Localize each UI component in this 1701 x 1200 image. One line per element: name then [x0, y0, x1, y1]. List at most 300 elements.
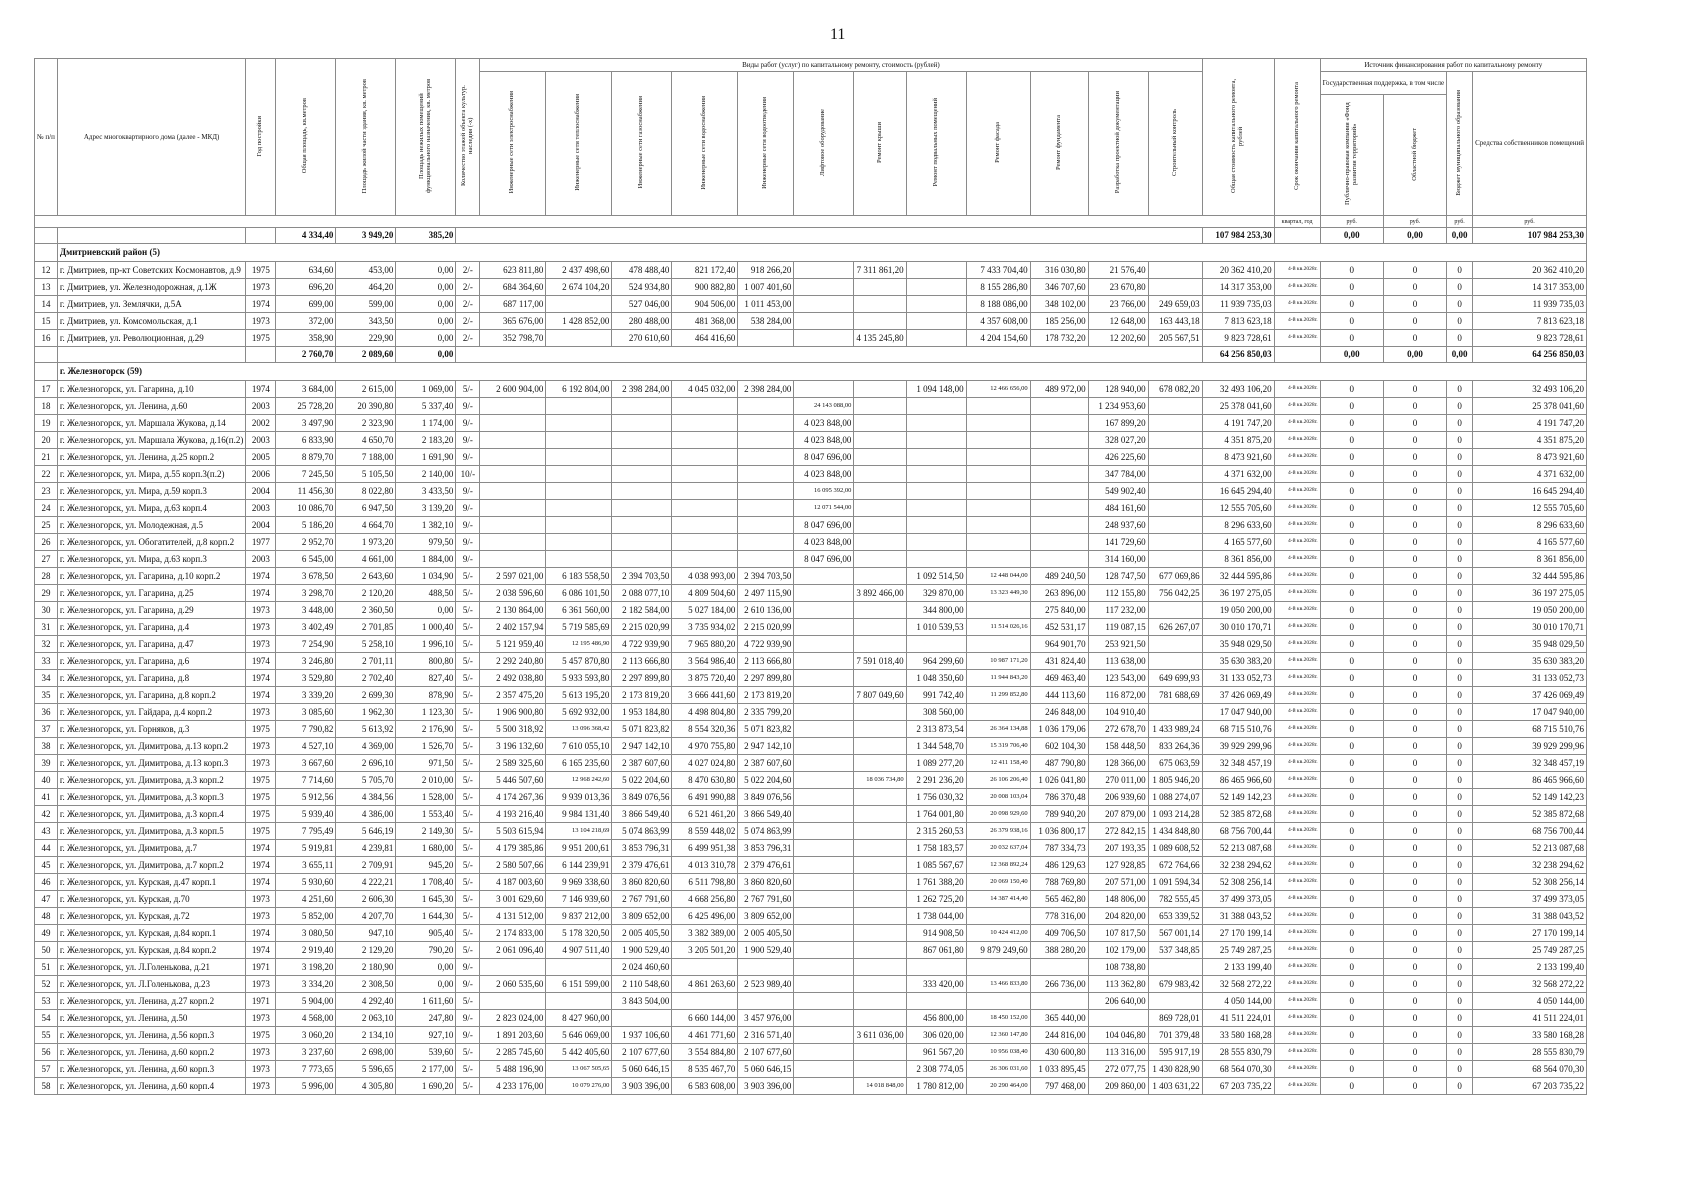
- table-cell: 0: [1320, 755, 1383, 772]
- table-cell: 1973: [246, 636, 276, 653]
- table-cell: 787 334,73: [1030, 840, 1088, 857]
- table-cell: 0,00: [396, 602, 456, 619]
- table-cell: 20 390,80: [336, 398, 396, 415]
- table-cell: 0: [1447, 891, 1473, 908]
- table-cell: 1973: [246, 755, 276, 772]
- table-cell: 9 984 131,40: [546, 806, 612, 823]
- table-cell: [738, 415, 794, 432]
- table-cell: 1 428 852,00: [546, 313, 612, 330]
- table-cell: 3 001 629,60: [480, 891, 546, 908]
- table-cell: 2/-: [456, 279, 480, 296]
- table-row: [35, 823, 1587, 840]
- table-cell: [612, 534, 672, 551]
- table-cell: 333 420,00: [906, 976, 966, 993]
- table-cell: 1 000,40: [396, 619, 456, 636]
- table-cell: г. Железногорск, ул. Л.Голенькова, д.23: [57, 976, 245, 993]
- table-cell: [546, 330, 612, 347]
- table-cell: 10 086,70: [276, 500, 336, 517]
- table-cell: 5 027 184,00: [672, 602, 738, 619]
- table-cell: г. Железногорск, ул. Димитрова, д.3 корп.5: [57, 823, 245, 840]
- table-cell: 1 011 453,00: [738, 296, 794, 313]
- sum-nonres-area: 0,00: [396, 347, 456, 363]
- table-cell: [854, 704, 906, 721]
- table-cell: 206 939,60: [1088, 789, 1148, 806]
- table-cell: 3 903 396,00: [612, 1078, 672, 1095]
- table-cell: [854, 755, 906, 772]
- table-cell: г. Железногорск, ул. Обогатителей, д.8 корп.2: [57, 534, 245, 551]
- table-cell: 2 308,50: [336, 976, 396, 993]
- table-cell: 0: [1320, 772, 1383, 789]
- table-cell: 0: [1320, 551, 1383, 568]
- table-cell: 36 197 275,05: [1473, 585, 1587, 602]
- table-cell: 207 193,35: [1088, 840, 1148, 857]
- table-cell: [854, 296, 906, 313]
- table-cell: 8 047 696,00: [794, 551, 854, 568]
- table-row: [35, 483, 1587, 500]
- table-cell: 27 170 199,14: [1202, 925, 1274, 942]
- table-cell: [794, 279, 854, 296]
- table-cell: 623 811,80: [480, 262, 546, 279]
- table-cell: 1973: [246, 602, 276, 619]
- table-cell: 2 600 904,00: [480, 381, 546, 398]
- table-cell: 0: [1383, 1044, 1446, 1061]
- table-cell: 2 823 024,00: [480, 1010, 546, 1027]
- table-cell: 3 875 720,40: [672, 670, 738, 687]
- table-cell: 3 246,80: [276, 653, 336, 670]
- table-cell: 0: [1320, 687, 1383, 704]
- table-cell: 18: [35, 398, 58, 415]
- table-cell: 0: [1383, 738, 1446, 755]
- table-cell: 54: [35, 1010, 58, 1027]
- table-cell: [612, 466, 672, 483]
- table-cell: 107 817,50: [1088, 925, 1148, 942]
- table-cell: 1 010 539,53: [906, 619, 966, 636]
- table-cell: 0: [1447, 1078, 1473, 1095]
- table-cell: [854, 619, 906, 636]
- table-cell: 9 823 728,61: [1473, 330, 1587, 347]
- table-cell: 5 074 863,99: [738, 823, 794, 840]
- table-cell: 2 180,90: [336, 959, 396, 976]
- table-cell: 2 005 405,50: [738, 925, 794, 942]
- table-cell: 1975: [246, 806, 276, 823]
- table-cell: 5 692 932,00: [546, 704, 612, 721]
- table-cell: 0: [1383, 789, 1446, 806]
- table-cell: 1 996,10: [396, 636, 456, 653]
- table-cell: 4-й кв.2028г.: [1274, 381, 1320, 398]
- table-row: [35, 670, 1587, 687]
- table-cell: [794, 568, 854, 585]
- table-cell: 684 364,60: [480, 279, 546, 296]
- table-cell: 280 488,00: [612, 313, 672, 330]
- district-title: Дмитриевский район (5): [57, 244, 1586, 262]
- table-cell: 4-й кв.2028г.: [1274, 262, 1320, 279]
- table-cell: 2 952,70: [276, 534, 336, 551]
- table-cell: 127 928,85: [1088, 857, 1148, 874]
- table-row: [35, 993, 1587, 1010]
- table-cell: 0: [1383, 432, 1446, 449]
- table-cell: 329 870,00: [906, 585, 966, 602]
- table-cell: 1 645,30: [396, 891, 456, 908]
- table-cell: [906, 279, 966, 296]
- table-cell: [1030, 993, 1088, 1010]
- table-cell: 4 233 176,00: [480, 1078, 546, 1095]
- table-cell: 0: [1320, 670, 1383, 687]
- table-cell: [1148, 466, 1202, 483]
- table-cell: 3 611 036,00: [854, 1027, 906, 1044]
- table-row: [35, 925, 1587, 942]
- table-cell: 5 446 507,60: [480, 772, 546, 789]
- table-cell: 4 023 848,00: [794, 534, 854, 551]
- table-cell: 11 944 843,20: [966, 670, 1030, 687]
- table-cell: [854, 517, 906, 534]
- table-cell: 0: [1447, 670, 1473, 687]
- table-cell: 1 691,90: [396, 449, 456, 466]
- table-cell: 0: [1447, 551, 1473, 568]
- table-cell: [612, 1010, 672, 1027]
- table-cell: 263 896,00: [1030, 585, 1088, 602]
- table-cell: 1 034,90: [396, 568, 456, 585]
- table-cell: 478 488,40: [612, 262, 672, 279]
- table-cell: [1148, 398, 1202, 415]
- table-cell: 12 202,60: [1088, 330, 1148, 347]
- table-cell: 3 655,11: [276, 857, 336, 874]
- table-cell: 5/-: [456, 1078, 480, 1095]
- table-cell: 2 176,90: [396, 721, 456, 738]
- col-f-municipal: Бюджет муниципального образования: [1455, 89, 1463, 196]
- table-cell: 1 094 148,00: [906, 381, 966, 398]
- table-cell: 5 022 204,60: [612, 772, 672, 789]
- table-cell: 12 360 147,80: [966, 1027, 1030, 1044]
- table-cell: [546, 993, 612, 1010]
- table-cell: 5 904,00: [276, 993, 336, 1010]
- table-cell: 0: [1383, 449, 1446, 466]
- table-cell: 549 902,40: [1088, 483, 1148, 500]
- table-cell: [1030, 398, 1088, 415]
- table-cell: [906, 415, 966, 432]
- table-cell: 0: [1447, 653, 1473, 670]
- table-cell: 0: [1320, 398, 1383, 415]
- table-cell: г. Железногорск, ул. Гагарина, д.25: [57, 585, 245, 602]
- table-cell: 58: [35, 1078, 58, 1095]
- table-cell: 3 448,00: [276, 602, 336, 619]
- table-row: [35, 959, 1587, 976]
- table-cell: [738, 449, 794, 466]
- table-cell: 1 553,40: [396, 806, 456, 823]
- table-cell: [966, 551, 1030, 568]
- table-cell: 0: [1447, 908, 1473, 925]
- table-cell: [794, 925, 854, 942]
- table-cell: 14: [35, 296, 58, 313]
- table-cell: 964 901,70: [1030, 636, 1088, 653]
- table-cell: 4 050 144,00: [1473, 993, 1587, 1010]
- table-cell: 675 063,59: [1148, 755, 1202, 772]
- table-cell: 30 010 170,71: [1202, 619, 1274, 636]
- table-cell: 0: [1447, 568, 1473, 585]
- table-cell: 2 010,00: [396, 772, 456, 789]
- table-cell: 5/-: [456, 1061, 480, 1078]
- table-cell: 248 937,60: [1088, 517, 1148, 534]
- table-cell: [546, 296, 612, 313]
- table-cell: 426 225,60: [1088, 449, 1148, 466]
- table-cell: 9 837 212,00: [546, 908, 612, 925]
- table-cell: 1973: [246, 313, 276, 330]
- table-cell: 1973: [246, 279, 276, 296]
- table-cell: [966, 483, 1030, 500]
- table-cell: 0: [1447, 500, 1473, 517]
- table-cell: [906, 466, 966, 483]
- table-cell: 7 610 055,10: [546, 738, 612, 755]
- table-cell: 4 527,10: [276, 738, 336, 755]
- table-cell: 32 348 457,19: [1473, 755, 1587, 772]
- table-cell: 28 555 830,79: [1202, 1044, 1274, 1061]
- table-row: [35, 500, 1587, 517]
- table-cell: 4-й кв.2028г.: [1274, 653, 1320, 670]
- table-cell: 3 402,49: [276, 619, 336, 636]
- table-cell: 4 165 577,60: [1202, 534, 1274, 551]
- table-cell: 68 756 700,44: [1473, 823, 1587, 840]
- table-cell: 4-й кв.2028г.: [1274, 993, 1320, 1010]
- table-cell: 68 756 700,44: [1202, 823, 1274, 840]
- table-cell: г. Железногорск, ул. Курская, д.72: [57, 908, 245, 925]
- table-cell: 0,00: [396, 330, 456, 347]
- table-cell: 1 900 529,40: [612, 942, 672, 959]
- table-cell: г. Железногорск, ул. Мира, д.63 корп.4: [57, 500, 245, 517]
- table-cell: 2 215 020,99: [612, 619, 672, 636]
- table-cell: [794, 670, 854, 687]
- table-cell: 0: [1320, 534, 1383, 551]
- table-cell: [1148, 432, 1202, 449]
- table-cell: 2005: [246, 449, 276, 466]
- table-cell: 0: [1383, 959, 1446, 976]
- table-cell: 0: [1383, 381, 1446, 398]
- table-row: [35, 398, 1587, 415]
- table-cell: 2 088 077,10: [612, 585, 672, 602]
- table-cell: 0: [1320, 1078, 1383, 1095]
- table-cell: 0: [1383, 602, 1446, 619]
- table-cell: 4-й кв.2028г.: [1274, 925, 1320, 942]
- table-cell: 0: [1383, 925, 1446, 942]
- table-cell: [854, 432, 906, 449]
- table-cell: 4-й кв.2028г.: [1274, 704, 1320, 721]
- table-cell: 4 351 875,20: [1202, 432, 1274, 449]
- table-cell: 9 939 013,36: [546, 789, 612, 806]
- table-cell: 3 860 820,60: [612, 874, 672, 891]
- table-row: [35, 1044, 1587, 1061]
- table-cell: 2 177,00: [396, 1061, 456, 1078]
- table-cell: 15: [35, 313, 58, 330]
- table-cell: 1 756 030,32: [906, 789, 966, 806]
- table-cell: 0: [1383, 551, 1446, 568]
- table-cell: 4-й кв.2028г.: [1274, 942, 1320, 959]
- table-cell: 67 203 735,22: [1202, 1078, 1274, 1095]
- table-cell: г. Железногорск, ул. Гагарина, д.10 корп.2: [57, 568, 245, 585]
- table-cell: 5/-: [456, 636, 480, 653]
- table-cell: 1975: [246, 330, 276, 347]
- table-cell: 3 457 976,00: [738, 1010, 794, 1027]
- table-cell: [854, 721, 906, 738]
- table-cell: 0: [1447, 687, 1473, 704]
- table-cell: г. Железногорск, ул. Горняков, д.3: [57, 721, 245, 738]
- table-cell: 7 433 704,40: [966, 262, 1030, 279]
- table-cell: 2 107 677,60: [738, 1044, 794, 1061]
- table-cell: 33 580 168,28: [1202, 1027, 1274, 1044]
- table-cell: [794, 1044, 854, 1061]
- table-cell: 0: [1383, 772, 1446, 789]
- table-cell: 672 764,66: [1148, 857, 1202, 874]
- table-cell: 0: [1447, 1010, 1473, 1027]
- table-cell: 28 555 830,79: [1473, 1044, 1587, 1061]
- table-cell: 0: [1383, 636, 1446, 653]
- table-cell: 7 790,82: [276, 721, 336, 738]
- table-cell: 8 188 086,00: [966, 296, 1030, 313]
- table-cell: 9/-: [456, 517, 480, 534]
- table-cell: 244 816,00: [1030, 1027, 1088, 1044]
- table-cell: 2 360,50: [336, 602, 396, 619]
- table-cell: [480, 959, 546, 976]
- table-cell: 5 646,19: [336, 823, 396, 840]
- table-cell: 979,50: [396, 534, 456, 551]
- table-cell: [854, 279, 906, 296]
- table-cell: 4-й кв.2028г.: [1274, 755, 1320, 772]
- table-cell: 5 071 823,82: [612, 721, 672, 738]
- table-cell: 35: [35, 687, 58, 704]
- table-cell: [794, 993, 854, 1010]
- table-cell: 4-й кв.2028г.: [1274, 738, 1320, 755]
- table-cell: 4 292,40: [336, 993, 396, 1010]
- table-cell: 5 613 195,20: [546, 687, 612, 704]
- table-row: [35, 840, 1587, 857]
- table-cell: [794, 1027, 854, 1044]
- table-cell: 0: [1320, 840, 1383, 857]
- table-cell: 4-й кв.2028г.: [1274, 908, 1320, 925]
- table-cell: 2 699,30: [336, 687, 396, 704]
- table-cell: 3 564 986,40: [672, 653, 738, 670]
- table-cell: 0: [1447, 313, 1473, 330]
- table-cell: 11 939 735,03: [1202, 296, 1274, 313]
- table-cell: 2 589 325,60: [480, 755, 546, 772]
- table-cell: [1148, 993, 1202, 1010]
- table-cell: 1 123,30: [396, 704, 456, 721]
- table-cell: 4 179 385,86: [480, 840, 546, 857]
- table-cell: 249 659,03: [1148, 296, 1202, 313]
- table-cell: г. Железногорск, ул. Димитрова, д.3 корп.3: [57, 789, 245, 806]
- table-cell: 12 411 158,40: [966, 755, 1030, 772]
- table-row: [35, 806, 1587, 823]
- table-cell: 10 987 171,20: [966, 653, 1030, 670]
- table-cell: 3 298,70: [276, 585, 336, 602]
- table-cell: 0: [1383, 755, 1446, 772]
- table-cell: 701 379,48: [1148, 1027, 1202, 1044]
- table-cell: 0: [1447, 925, 1473, 942]
- table-cell: 756 042,25: [1148, 585, 1202, 602]
- table-cell: 123 543,00: [1088, 670, 1148, 687]
- table-cell: 6 144 239,91: [546, 857, 612, 874]
- table-cell: 469 463,40: [1030, 670, 1088, 687]
- table-cell: 7 773,65: [276, 1061, 336, 1078]
- table-cell: 41 511 224,01: [1202, 1010, 1274, 1027]
- table-cell: 4 174 267,36: [480, 789, 546, 806]
- table-cell: 9/-: [456, 976, 480, 993]
- table-cell: [854, 670, 906, 687]
- table-cell: 1 738 044,00: [906, 908, 966, 925]
- table-cell: 7 188,00: [336, 449, 396, 466]
- table-cell: [854, 942, 906, 959]
- table-cell: 5/-: [456, 619, 480, 636]
- table-cell: 0: [1447, 262, 1473, 279]
- table-cell: 32 238 294,62: [1202, 857, 1274, 874]
- table-cell: [794, 942, 854, 959]
- table-cell: 1 430 828,90: [1148, 1061, 1202, 1078]
- col-address: Адрес многоквартирного дома (далее - МКД): [57, 59, 245, 216]
- table-cell: 128 940,00: [1088, 381, 1148, 398]
- table-cell: 17: [35, 381, 58, 398]
- table-cell: 1 069,00: [396, 381, 456, 398]
- table-cell: 2 149,30: [396, 823, 456, 840]
- table-cell: 0: [1320, 313, 1383, 330]
- table-cell: 0: [1447, 1027, 1473, 1044]
- table-cell: 539,60: [396, 1044, 456, 1061]
- table-cell: [966, 415, 1030, 432]
- table-cell: 7 714,60: [276, 772, 336, 789]
- table-cell: 0: [1320, 823, 1383, 840]
- table-cell: 5 488 196,90: [480, 1061, 546, 1078]
- table-row: [35, 330, 1587, 347]
- table-cell: 52 385 872,68: [1202, 806, 1274, 823]
- table-cell: [738, 398, 794, 415]
- table-cell: 4 722 939,90: [738, 636, 794, 653]
- table-cell: 0: [1447, 840, 1473, 857]
- table-cell: 1 434 848,80: [1148, 823, 1202, 840]
- table-cell: 37 426 069,49: [1473, 687, 1587, 704]
- table-cell: 1 088 274,07: [1148, 789, 1202, 806]
- table-cell: 0: [1447, 857, 1473, 874]
- summary-row-district: [35, 347, 1587, 363]
- table-cell: 1 690,20: [396, 1078, 456, 1095]
- table-cell: 0: [1383, 908, 1446, 925]
- table-cell: 16: [35, 330, 58, 347]
- table-cell: [854, 738, 906, 755]
- table-cell: 2 316 571,40: [738, 1027, 794, 1044]
- table-cell: [966, 602, 1030, 619]
- table-cell: 0: [1447, 1044, 1473, 1061]
- table-cell: 1 764 001,80: [906, 806, 966, 823]
- table-cell: 4-й кв.2028г.: [1274, 840, 1320, 857]
- table-cell: 2 437 498,60: [546, 262, 612, 279]
- table-cell: [854, 891, 906, 908]
- table-cell: 4-й кв.2028г.: [1274, 857, 1320, 874]
- table-cell: 4-й кв.2028г.: [1274, 721, 1320, 738]
- table-cell: 0: [1320, 432, 1383, 449]
- table-cell: 4 386,00: [336, 806, 396, 823]
- table-cell: 0: [1383, 857, 1446, 874]
- table-cell: 5 596,65: [336, 1061, 396, 1078]
- table-cell: 4 135 245,80: [854, 330, 906, 347]
- table-cell: 3 866 549,40: [738, 806, 794, 823]
- table-cell: 3 339,20: [276, 687, 336, 704]
- table-cell: 32 348 457,19: [1202, 755, 1274, 772]
- table-cell: 3 849 076,56: [612, 789, 672, 806]
- table-cell: 0: [1383, 262, 1446, 279]
- table-cell: [1030, 483, 1088, 500]
- table-cell: 0: [1320, 636, 1383, 653]
- table-cell: [480, 534, 546, 551]
- table-cell: [612, 432, 672, 449]
- table-cell: [480, 449, 546, 466]
- table-cell: 878,90: [396, 687, 456, 704]
- table-cell: 2 492 038,80: [480, 670, 546, 687]
- sum-living-area: 2 089,60: [336, 347, 396, 363]
- table-cell: 453,00: [336, 262, 396, 279]
